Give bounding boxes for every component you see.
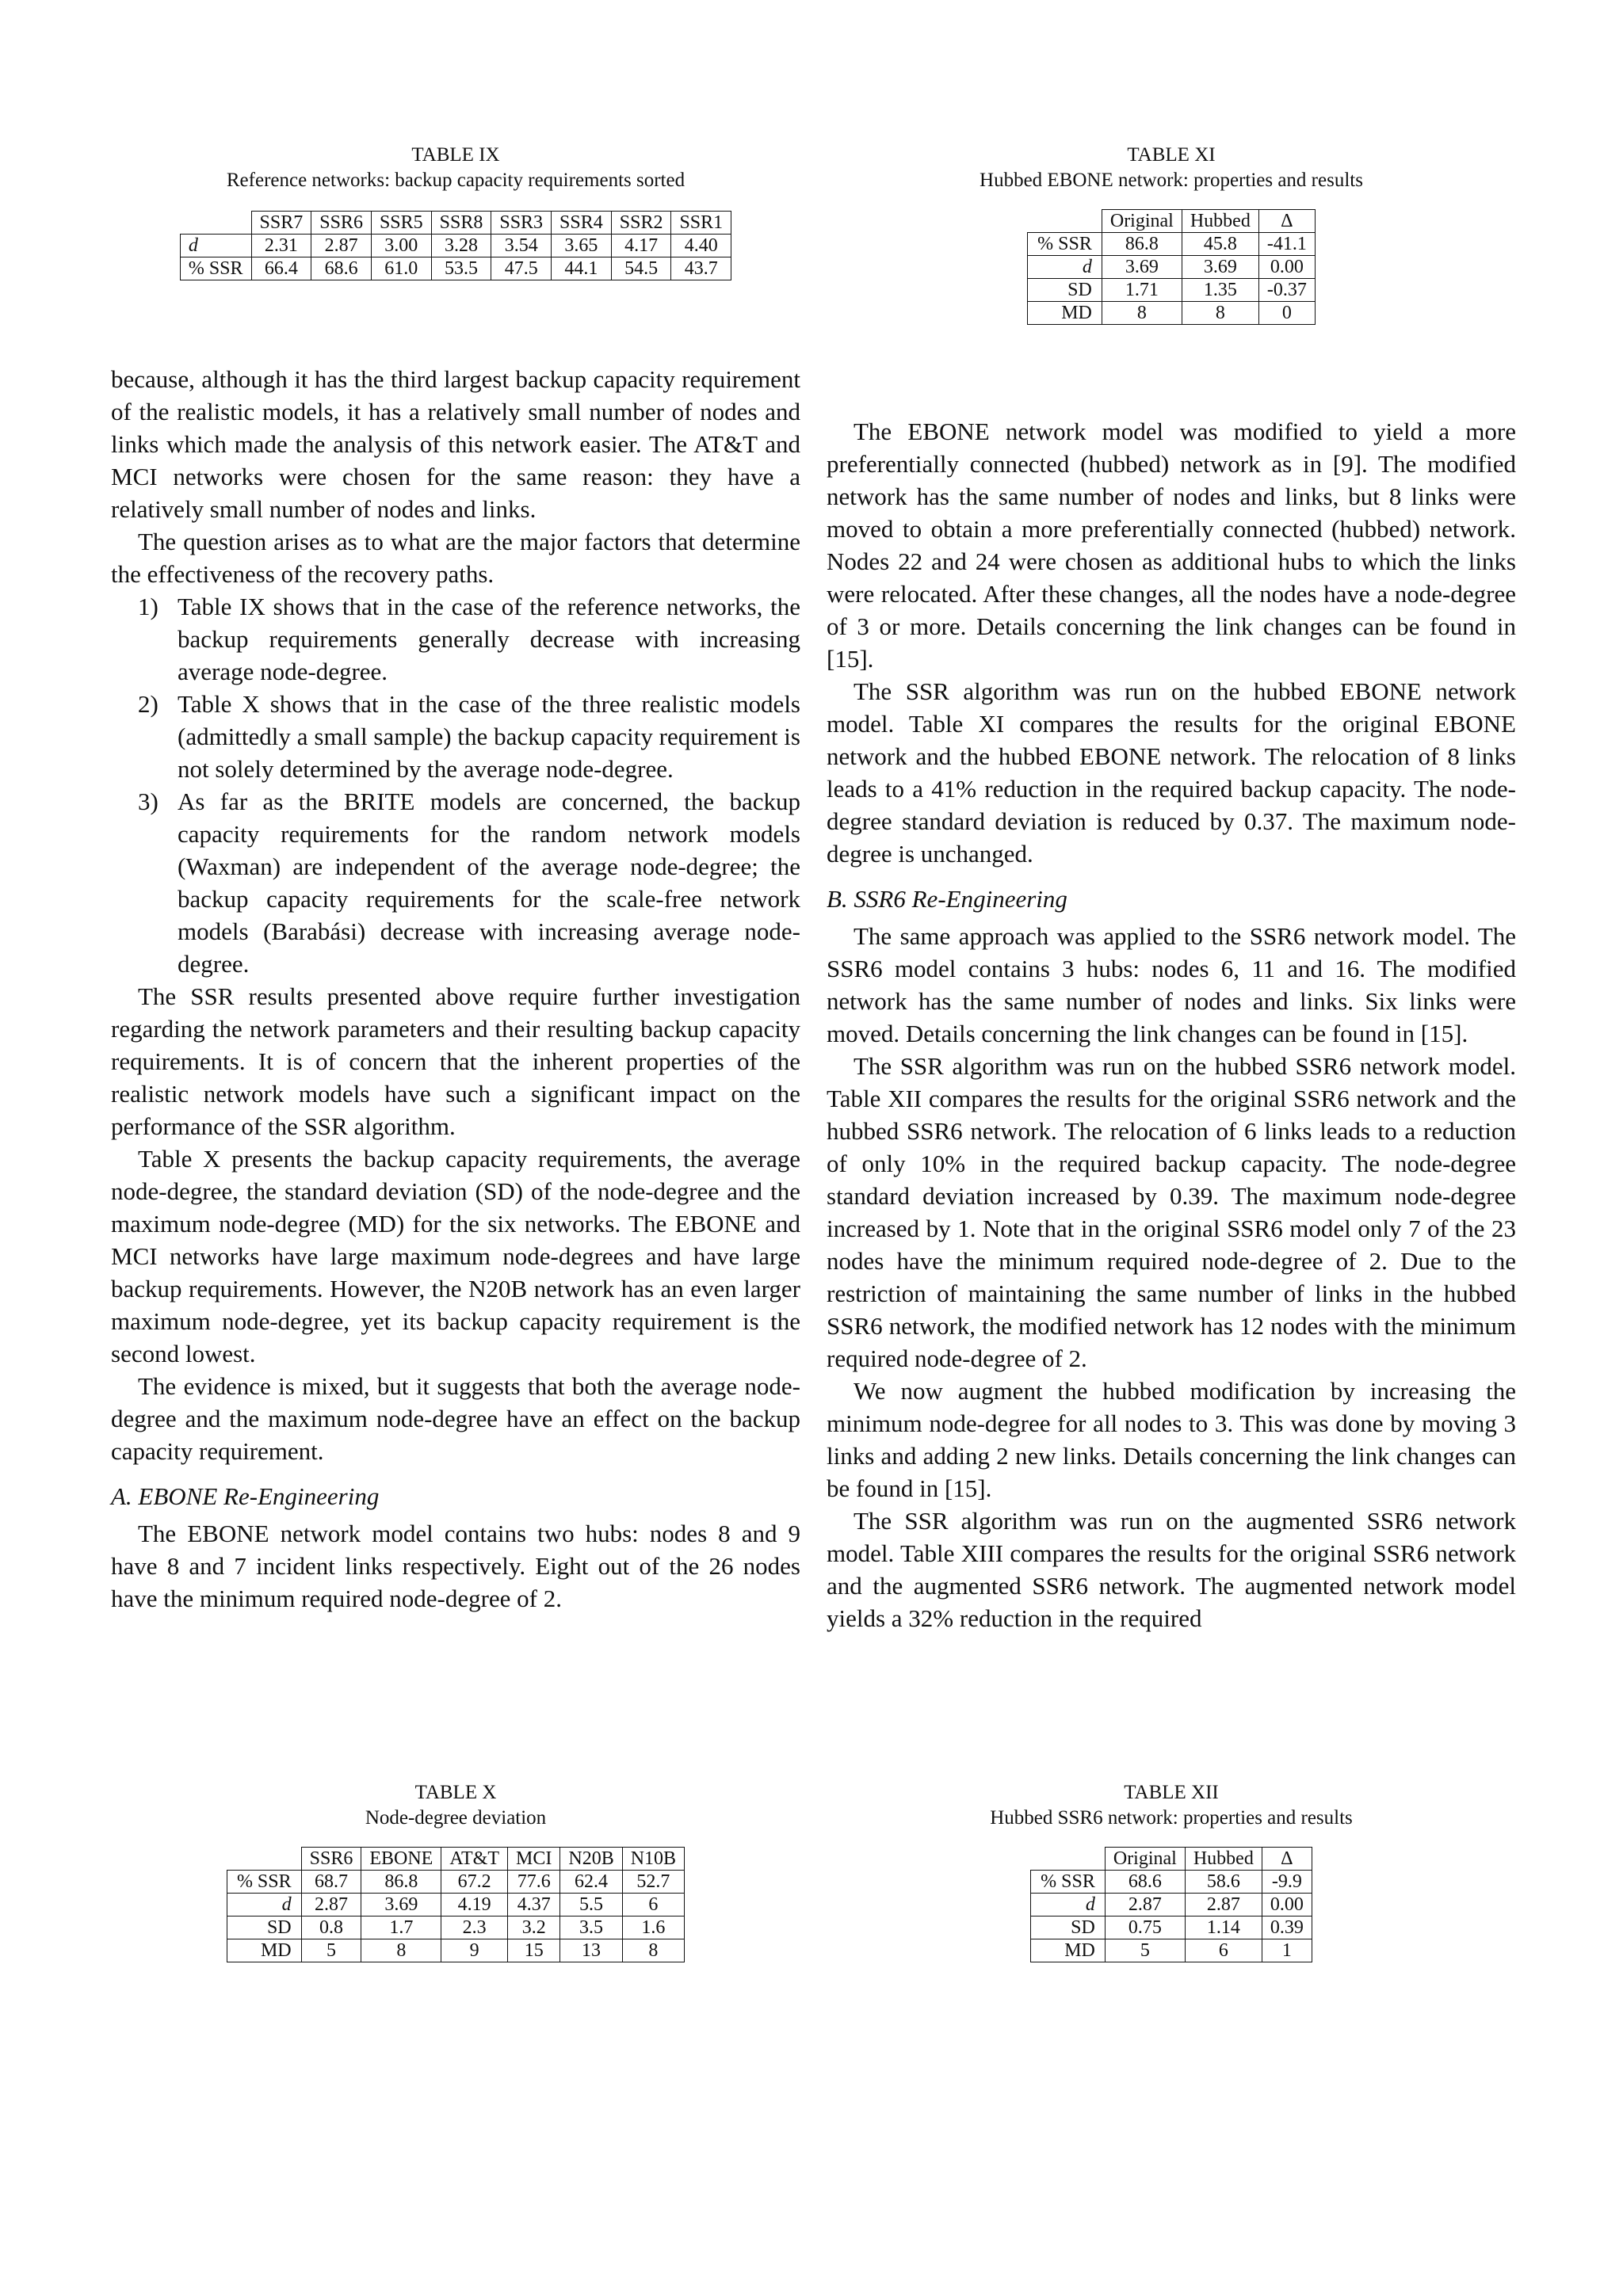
table-cell: 1.14 [1185, 1917, 1262, 1939]
table-cell: 8 [1182, 302, 1258, 325]
table-cell: 6 [1185, 1939, 1262, 1962]
table-row-label: MD [1031, 1939, 1106, 1962]
table-header-row [1031, 1848, 1312, 1871]
table-cell: 43.7 [671, 257, 731, 280]
paragraph: We now augment the hubbed modification by increasing the minimum node-degree for all nodes to 3. This was done by moving 3 links and adding 2 new links. Details concerning the link changes can be found in [15]. [827, 1377, 1516, 1502]
table-header-cell: SSR2 [611, 212, 671, 235]
paragraph: The evidence is mixed, but it suggests that both the average node-degree and the maximum node-degree have an effect on the backup capacity requirement. [111, 1372, 800, 1465]
table-header-cell: SSR1 [671, 212, 731, 235]
table-xii-grid [1030, 1847, 1312, 1962]
table-cell: 5.5 [560, 1894, 622, 1917]
table-header-row [180, 212, 731, 235]
table-cell: 3.5 [560, 1917, 622, 1939]
table-cell: 62.4 [560, 1871, 622, 1894]
table-row [180, 257, 731, 280]
list-item-text: Table X shows that in the case of the three realistic models (admittedly a small sample) the backup capacity requirement is not solely determined by the average node-degree. [178, 690, 800, 783]
table-cell: 68.6 [1105, 1871, 1185, 1894]
list-item [111, 590, 800, 688]
table-cell: 1 [1262, 1939, 1312, 1962]
table-x-title: Node-degree deviation [365, 1807, 547, 1829]
table-cell: 2.3 [441, 1917, 508, 1939]
table-cell: 0.8 [301, 1917, 361, 1939]
table-cell: 3.00 [371, 235, 431, 257]
table-cell: 0.00 [1258, 256, 1315, 279]
table-row [227, 1871, 684, 1894]
table-corner-cell [1031, 1848, 1106, 1871]
table-cell: 4.17 [611, 235, 671, 257]
table-cell: 0.39 [1262, 1917, 1312, 1939]
table-cell: 1.6 [622, 1917, 684, 1939]
table-xi-caption: TABLE XI [1127, 144, 1216, 166]
table-cell: 0.00 [1262, 1894, 1312, 1917]
paragraph: The SSR algorithm was run on the hubbed EBONE network model. Table XI compares the results for the original EBONE network and the hubbed EBONE network. The relocation of 8 links leads to a 41% reduction in the required backup capacity. The node-degree standard deviation is reduced by 0.37. The maximum node-degree is unchanged. [827, 677, 1516, 868]
table-cell: 77.6 [508, 1871, 560, 1894]
table-cell: 4.40 [671, 235, 731, 257]
table-header-cell: SSR6 [301, 1848, 361, 1871]
table-cell: 61.0 [371, 257, 431, 280]
table-xii-caption: TABLE XII [1124, 1782, 1219, 1803]
table-header-cell: SSR8 [431, 212, 491, 235]
table-row-label: % SSR [1031, 1871, 1106, 1894]
table-row [227, 1939, 684, 1962]
table-row [227, 1917, 684, 1939]
table-cell: 53.5 [431, 257, 491, 280]
paragraph: The EBONE network model contains two hubs: nodes 8 and 9 have 8 and 7 incident links respectively. Eight out of the 26 nodes have the minimum required node-degree of 2. [111, 1520, 800, 1612]
table-row [1028, 302, 1316, 325]
table-row-label: SD [1031, 1917, 1106, 1939]
table-corner-cell [227, 1848, 301, 1871]
factor-list [111, 590, 800, 980]
table-cell: 3.69 [361, 1894, 441, 1917]
table-cell: 54.5 [611, 257, 671, 280]
table-ix [111, 143, 800, 280]
table-cell: 8 [1102, 302, 1182, 325]
table-cell: 52.7 [622, 1871, 684, 1894]
table-header-cell: MCI [508, 1848, 560, 1871]
list-item [111, 688, 800, 785]
table-header-cell: N10B [622, 1848, 684, 1871]
table-row [180, 235, 731, 257]
list-item-number: 3) [138, 788, 158, 815]
list-item-text: Table IX shows that in the case of the reference networks, the backup requirements generally decrease with increasing average node-degree. [178, 593, 800, 685]
table-row [1028, 233, 1316, 256]
table-ix-grid [180, 211, 731, 280]
table-header-cell: Hubbed [1185, 1848, 1262, 1871]
table-cell: 2.87 [1185, 1894, 1262, 1917]
table-header-cell: Δ [1258, 210, 1315, 233]
table-row-label: MD [1028, 302, 1102, 325]
table-cell: 3.69 [1182, 256, 1258, 279]
table-cell: 3.65 [552, 235, 612, 257]
table-row [1031, 1894, 1312, 1917]
table-xi-grid [1027, 209, 1316, 325]
table-cell: 86.8 [1102, 233, 1182, 256]
table-cell: -0.37 [1258, 279, 1315, 302]
table-cell: 9 [441, 1939, 508, 1962]
table-corner-cell [1028, 210, 1102, 233]
paragraph: The SSR results presented above require further investigation regarding the network parameters and their resulting backup capacity requirements. It is of concern that the inherent properties of the realistic network models have such a significant impact on the performance of the SSR algorithm. [111, 982, 800, 1140]
table-row-label: % SSR [180, 257, 251, 280]
table-cell: 58.6 [1185, 1871, 1262, 1894]
table-cell: 2.87 [311, 235, 372, 257]
table-cell: 2.87 [301, 1894, 361, 1917]
table-cell: 1.35 [1182, 279, 1258, 302]
table-cell: 44.1 [552, 257, 612, 280]
table-cell: 1.7 [361, 1917, 441, 1939]
table-row-label: % SSR [227, 1871, 301, 1894]
table-cell: -41.1 [1258, 233, 1315, 256]
table-cell: 68.6 [311, 257, 372, 280]
table-x [111, 1780, 800, 1962]
table-cell: 3.54 [491, 235, 552, 257]
table-cell: 47.5 [491, 257, 552, 280]
right-body-text [827, 415, 1516, 1634]
section-heading-a: A. EBONE Re-Engineering [111, 1482, 380, 1510]
table-cell: 3.69 [1102, 256, 1182, 279]
table-xii-title: Hubbed SSR6 network: properties and results [990, 1807, 1353, 1829]
table-row-label: SD [227, 1917, 301, 1939]
table-row [1031, 1939, 1312, 1962]
table-xi-title: Hubbed EBONE network: properties and results [980, 170, 1363, 191]
paragraph: The question arises as to what are the major factors that determine the effectiveness of the recovery paths. [111, 528, 800, 588]
table-xi [827, 143, 1516, 325]
table-cell: 3.2 [508, 1917, 560, 1939]
table-header-cell: Original [1105, 1848, 1185, 1871]
list-item-text: As far as the BRITE models are concerned, the backup capacity requirements for the random network models (Waxman) are independent of the average node-degree; the backup capacity requirements for the scale-free network models (Barabási) decrease with increasing average node-degree. [178, 788, 800, 978]
table-row-label: SD [1028, 279, 1102, 302]
table-ix-title: Reference networks: backup capacity requirements sorted [226, 170, 685, 191]
table-header-cell: SSR5 [371, 212, 431, 235]
table-row-label: d [1028, 256, 1102, 279]
table-header-cell: Δ [1262, 1848, 1312, 1871]
table-cell: 2.87 [1105, 1894, 1185, 1917]
table-header-cell: N20B [560, 1848, 622, 1871]
table-cell: 8 [361, 1939, 441, 1962]
table-cell: 0 [1258, 302, 1315, 325]
table-row [1031, 1917, 1312, 1939]
table-header-cell: SSR7 [251, 212, 311, 235]
table-cell: -9.9 [1262, 1871, 1312, 1894]
section-heading-b: B. SSR6 Re-Engineering [827, 885, 1067, 913]
table-header-cell: EBONE [361, 1848, 441, 1871]
list-item-number: 1) [138, 593, 158, 620]
table-row-label: d [227, 1894, 301, 1917]
table-row [1028, 279, 1316, 302]
table-cell: 66.4 [251, 257, 311, 280]
table-cell: 3.28 [431, 235, 491, 257]
table-header-row [227, 1848, 684, 1871]
table-cell: 6 [622, 1894, 684, 1917]
table-header-row [1028, 210, 1316, 233]
table-header-cell: Hubbed [1182, 210, 1258, 233]
table-header-cell: SSR6 [311, 212, 372, 235]
table-cell: 1.71 [1102, 279, 1182, 302]
table-row-label: MD [227, 1939, 301, 1962]
table-header-cell: Original [1102, 210, 1182, 233]
table-cell: 67.2 [441, 1871, 508, 1894]
table-cell: 5 [301, 1939, 361, 1962]
table-cell: 68.7 [301, 1871, 361, 1894]
table-row-label: % SSR [1028, 233, 1102, 256]
table-cell: 45.8 [1182, 233, 1258, 256]
table-header-cell: SSR3 [491, 212, 552, 235]
table-cell: 5 [1105, 1939, 1185, 1962]
paragraph: because, although it has the third largest backup capacity requirement of the realistic models, it has a relatively small number of nodes and links which made the analysis of this network easier. The AT&T and MCI networks were chosen for the same reason: they have a relatively small number of nodes and links. [111, 365, 800, 523]
table-cell: 8 [622, 1939, 684, 1962]
table-row [1031, 1871, 1312, 1894]
table-header-cell: SSR4 [552, 212, 612, 235]
table-header-cell: AT&T [441, 1848, 508, 1871]
list-item [111, 785, 800, 980]
paragraph: The SSR algorithm was run on the hubbed SSR6 network model. Table XII compares the results for the original SSR6 network and the hubbed SSR6 network. The relocation of 6 links leads to a reduction of only 10% in the required backup capacity. The node-degree standard deviation increased by 0.39. The maximum node-degree increased by 1. Note that in the original SSR6 model only 7 of the 23 nodes have the minimum required node-degree of 2. Due to the restriction of maintaining the same number of links in the hubbed SSR6 network, the modified network has 12 nodes with the minimum required node-degree of 2. [827, 1052, 1516, 1372]
table-row-label: d [180, 235, 251, 257]
table-ix-caption: TABLE IX [411, 144, 500, 166]
table-row [1028, 256, 1316, 279]
table-cell: 4.19 [441, 1894, 508, 1917]
list-item-number: 2) [138, 690, 158, 718]
table-x-grid [227, 1847, 685, 1962]
table-x-caption: TABLE X [414, 1782, 497, 1803]
table-cell: 4.37 [508, 1894, 560, 1917]
table-corner-cell [180, 212, 251, 235]
paragraph: The same approach was applied to the SSR6 network model. The SSR6 model contains 3 hubs: nodes 6, 11 and 16. The modified network has the same number of nodes and links. Six links were moved. Details concerning the link changes can be found in [15]. [827, 922, 1516, 1047]
paragraph: The SSR algorithm was run on the augmented SSR6 network model. Table XIII compares the results for the original SSR6 network and the augmented SSR6 network. The augmented network model yields a 32% reduction in the required [827, 1507, 1516, 1632]
table-cell: 0.75 [1105, 1917, 1185, 1939]
paragraph: Table X presents the backup capacity requirements, the average node-degree, the standard deviation (SD) of the node-degree and the maximum node-degree (MD) for the six networks. The EBONE and MCI networks have large maximum node-degrees and have large backup requirements. However, the N20B network has an even larger maximum node-degree, yet its backup capacity requirement is the second lowest. [111, 1145, 800, 1367]
left-body-text [111, 363, 800, 1615]
table-row-label: d [1031, 1894, 1106, 1917]
table-cell: 2.31 [251, 235, 311, 257]
table-row [227, 1894, 684, 1917]
table-cell: 15 [508, 1939, 560, 1962]
table-xii [827, 1780, 1516, 1962]
table-cell: 86.8 [361, 1871, 441, 1894]
paragraph: The EBONE network model was modified to yield a more preferentially connected (hubbed) network as in [9]. The modified network has the same number of nodes and links, but 8 links were moved to obtain a more preferentially connected (hubbed) network. Nodes 22 and 24 were chosen as additional hubs to which the links were relocated. After these changes, all the nodes have a node-degree of 3 or more. Details concerning the link changes can be found in [15]. [827, 418, 1516, 673]
table-cell: 13 [560, 1939, 622, 1962]
